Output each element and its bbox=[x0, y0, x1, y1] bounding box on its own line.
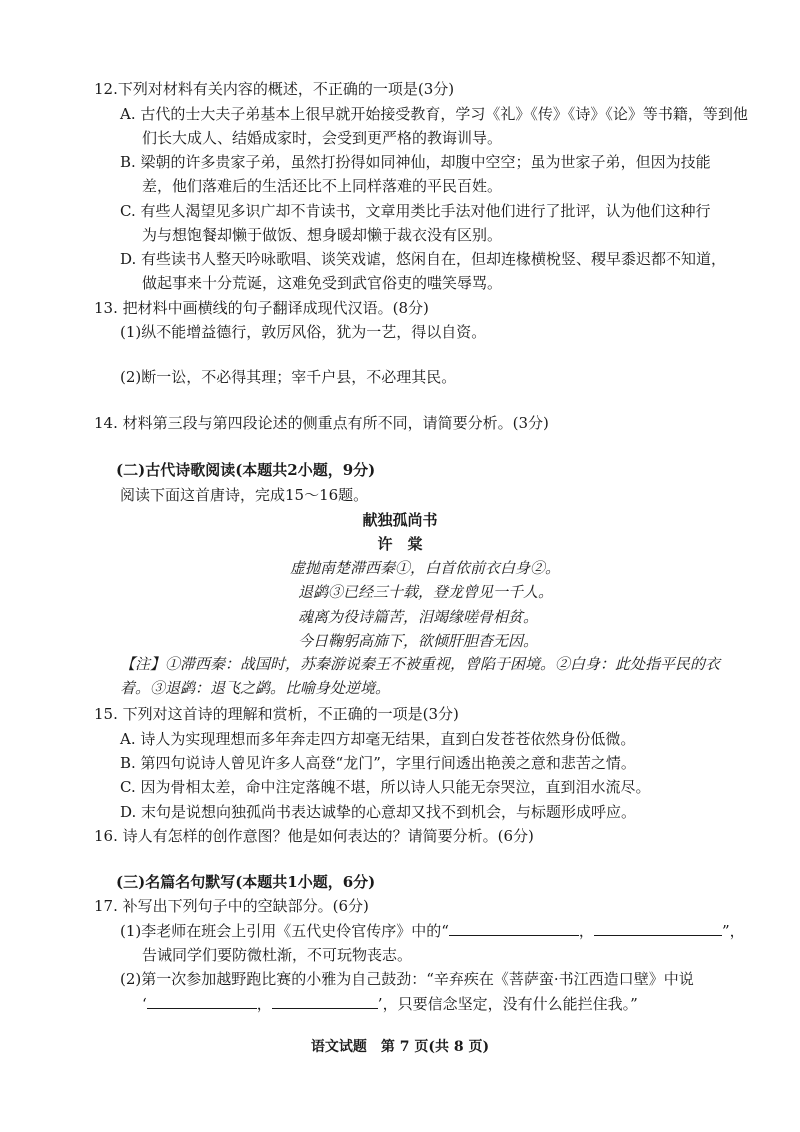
q12-option-a: A. 古代的士大夫子弟基本上很早就开始接受教育，学习《礼》《传》《诗》《论》等书籍，等到他 bbox=[120, 105, 748, 123]
q15-option-b: B. 第四句说诗人曾见许多人高登“龙门”，字里行间透出艳羡之意和悲苦之情。 bbox=[120, 754, 636, 772]
q17-item-2: (2)第一次参加越野跑比赛的小雅为自己鼓劲：“辛弃疾在《菩萨蛮·书江西造口壁》中说 bbox=[120, 970, 694, 988]
q17-item-2-prefix: ‘ bbox=[142, 995, 147, 1013]
section-2-intro: 阅读下面这首唐诗，完成15～16题。 bbox=[120, 486, 369, 504]
q17-item-1-suffix: ”， bbox=[721, 922, 745, 940]
q17-blank-4[interactable] bbox=[272, 994, 378, 1009]
q12-stem: 12.下列对材料有关内容的概述，不正确的一项是(3分) bbox=[94, 80, 455, 98]
q12-option-b-cont: 差，他们落难后的生活还比不上同样落难的平民百姓。 bbox=[142, 177, 503, 195]
q13-sentence-1: (1)纵不能增益德行，敦厉风俗，犹为一艺，得以自资。 bbox=[120, 323, 487, 341]
section-2-title: (二)古代诗歌阅读(本题共2小题，9分) bbox=[116, 461, 376, 479]
q17-item-1-sep: ， bbox=[578, 922, 594, 940]
poem-author: 许 棠 bbox=[377, 535, 423, 553]
q12-option-b: B. 梁朝的许多贵家子弟，虽然打扮得如同神仙，却腹中空空；虽为世家子弟，但因为技能 bbox=[120, 153, 711, 171]
poem-note: 【注】①滞西秦：战国时，苏秦游说秦王不被重视，曾陷于困境。②白身：此处指平民的衣 bbox=[120, 655, 721, 673]
q17-item-1-prefix: (1)李老师在班会上引用《五代史伶官传序》中的“ bbox=[120, 922, 449, 940]
q12-option-d: D. 有些读书人整天吟咏歌唱、谈笑戏谑，悠闲自在，但却连椽横梲竖、稷早黍迟都不知道， bbox=[120, 250, 727, 268]
q14-stem: 14. 材料第三段与第四段论述的侧重点有所不同，请简要分析。(3分) bbox=[94, 414, 549, 432]
q16-stem: 16. 诗人有怎样的创作意图？他是如何表达的？请简要分析。(6分) bbox=[94, 827, 534, 845]
poem-line-4: 今日鞠躬高旆下，欲倾肝胆杳无因。 bbox=[298, 632, 539, 650]
q17-blank-1[interactable] bbox=[449, 921, 579, 936]
q15-option-a: A. 诗人为实现理想而多年奔走四方却毫无结果，直到白发苍苍依然身份低微。 bbox=[120, 730, 636, 748]
poem-line-2: 退鹢③已经三十载，登龙曾见一千人。 bbox=[298, 583, 554, 601]
q15-option-c: C. 因为骨相太差，命中注定落魄不堪，所以诗人只能无奈哭泣，直到泪水流尽。 bbox=[120, 778, 651, 796]
q12-option-d-cont: 做起事来十分荒诞，这难免受到武官俗吏的嗤笑辱骂。 bbox=[142, 274, 503, 292]
q17-stem: 17. 补写出下列句子中的空缺部分。(6分) bbox=[94, 897, 369, 915]
q17-item-2-suffix: ’，只要信念坚定，没有什么能拦住我。” bbox=[377, 995, 638, 1013]
q12-option-a-cont: 们长大成人、结婚成家时，会受到更严格的教诲训导。 bbox=[142, 129, 503, 147]
q12-option-c: C. 有些人渴望见多识广却不肯读书，文章用类比手法对他们进行了批评，认为他们这种行 bbox=[120, 202, 711, 220]
q13-stem: 13. 把材料中画横线的句子翻译成现代汉语。(8分) bbox=[94, 299, 429, 317]
q17-item-2-cont bbox=[142, 993, 638, 1015]
q17-blank-3[interactable] bbox=[147, 994, 257, 1009]
q17-blank-2[interactable] bbox=[594, 921, 722, 936]
poem-note-cont: 着。③退鹢：退飞之鹢。比喻身处逆境。 bbox=[120, 679, 391, 697]
q12-option-c-cont: 为与想饱餐却懒于做饭、想身暖却懒于裁衣没有区别。 bbox=[142, 226, 503, 244]
q17-item-2-sep: ， bbox=[256, 995, 272, 1013]
q15-option-d: D. 末句是说想向独孤尚书表达诚挚的心意却又找不到机会，与标题形成呼应。 bbox=[120, 803, 637, 821]
q17-item-1-cont: 告诫同学们要防微杜渐，不可玩物丧志。 bbox=[142, 946, 413, 964]
poem-title: 献独孤尚书 bbox=[362, 511, 438, 529]
q13-sentence-2: (2)断一讼，不必得其理；宰千户县，不必理其民。 bbox=[120, 368, 457, 386]
q17-item-1 bbox=[120, 920, 745, 942]
q15-stem: 15. 下列对这首诗的理解和赏析，不正确的一项是(3分) bbox=[94, 705, 459, 723]
poem-line-3: 魂离为役诗篇苦，泪竭缘嗟骨相贫。 bbox=[298, 608, 539, 626]
page-footer: 语文试题 第 7 页(共 8 页) bbox=[310, 1039, 490, 1055]
poem-line-1: 虚抛南楚滞西秦①，白首依前衣白身②。 bbox=[290, 559, 561, 577]
section-3-title: (三)名篇名句默写(本题共1小题，6分) bbox=[116, 873, 376, 891]
